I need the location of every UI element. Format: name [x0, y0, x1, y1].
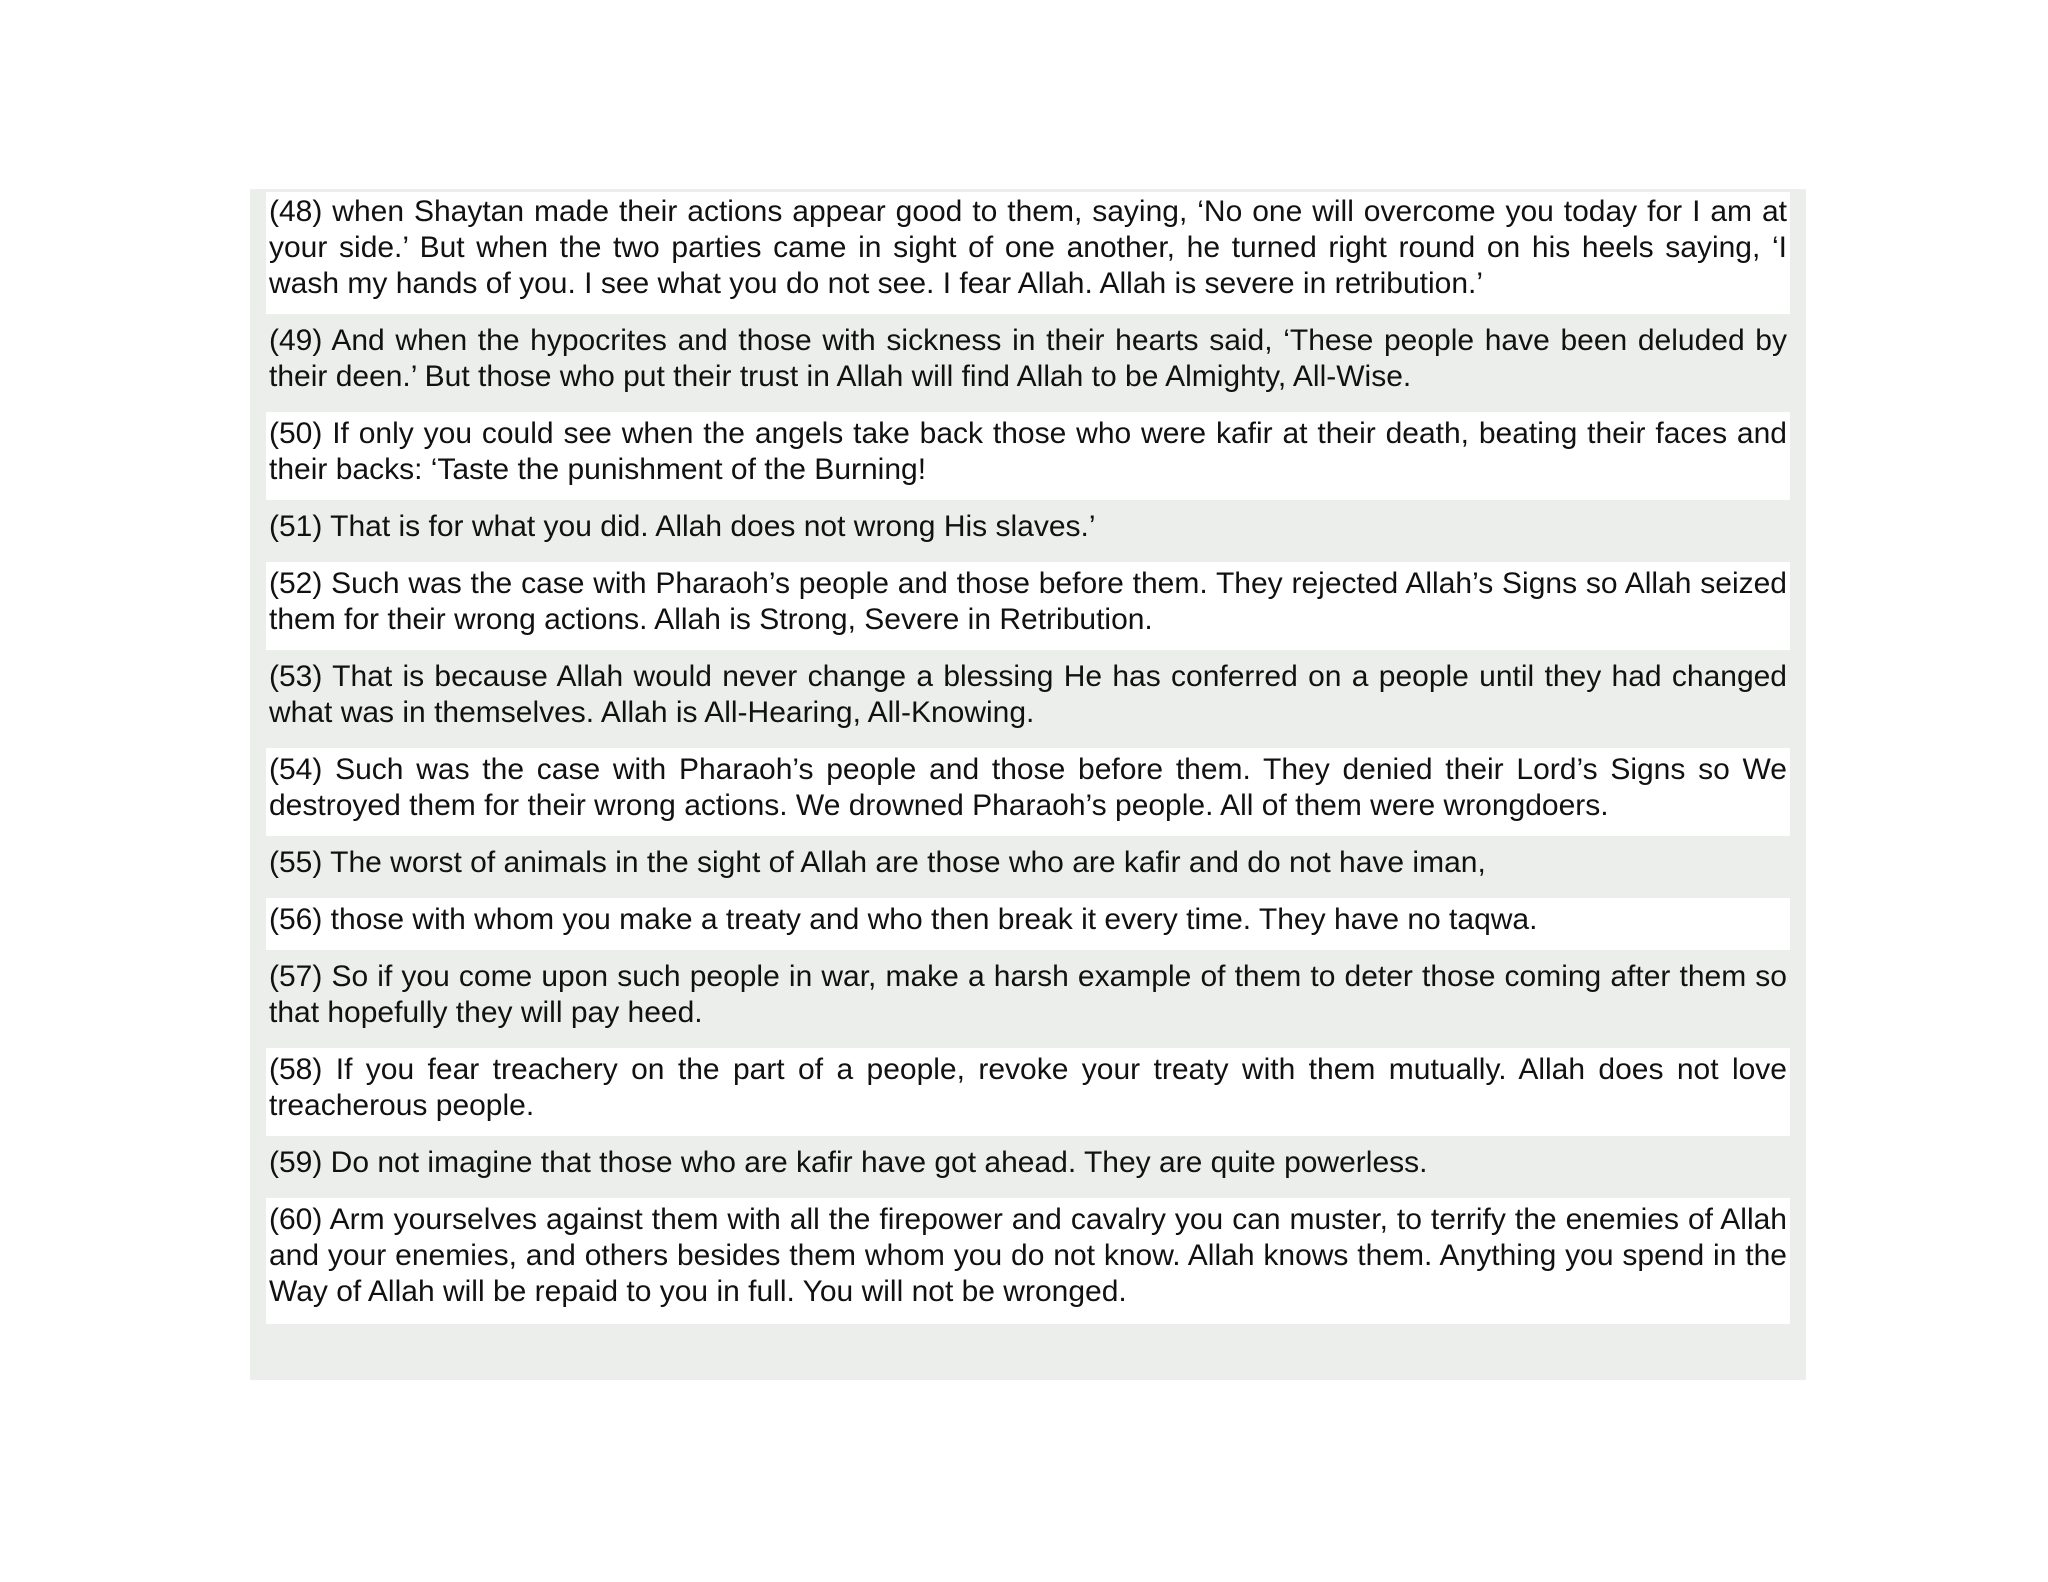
verse-51: (51) That is for what you did. Allah does not wrong His slaves.’ — [266, 505, 1790, 557]
verse-table — [266, 192, 1790, 1329]
verse-54: (54) Such was the case with Pharaoh’s people and those before them. They denied their Lord’s Signs so We destroyed them for their wrong actions. We drowned Pharaoh’s people. All of them were wrongdoers. — [266, 748, 1790, 836]
verse-59: (59) Do not imagine that those who are kafir have got ahead. They are quite powerless. — [266, 1141, 1790, 1193]
verse-53: (53) That is because Allah would never change a blessing He has conferred on a people until they had changed what was in themselves. Allah is All-Hearing, All-Knowing. — [266, 655, 1790, 743]
verse-55: (55) The worst of animals in the sight of Allah are those who are kafir and do not have iman, — [266, 841, 1790, 893]
verse-57: (57) So if you come upon such people in war, make a harsh example of them to deter those coming after them so that hopefully they will pay heed. — [266, 955, 1790, 1043]
verse-49: (49) And when the hypocrites and those with sickness in their hearts said, ‘These people have been deluded by their deen.’ But those who put their trust in Allah will find Allah to be Almighty, All-Wise. — [266, 319, 1790, 407]
verse-60: (60) Arm yourselves against them with all the firepower and cavalry you can muster, to terrify the enemies of Allah and your enemies, and others besides them whom you do not know. Allah knows them. Anything you spend in the Way of Allah will be repaid to you in full. You will not be wronged. — [266, 1198, 1790, 1324]
verse-58: (58) If you fear treachery on the part of a people, revoke your treaty with them mutually. Allah does not love treacherous people. — [266, 1048, 1790, 1136]
verse-48: (48) when Shaytan made their actions appear good to them, saying, ‘No one will overcome you today for I am at your side.’ But when the two parties came in sight of one another, he turned right round on his heels saying, ‘I wash my hands of you. I see what you do not see. I fear Allah. Allah is severe in retribution.’ — [266, 192, 1790, 314]
verse-50: (50) If only you could see when the angels take back those who were kafir at their death, beating their faces and their backs: ‘Taste the punishment of the Burning! — [266, 412, 1790, 500]
verse-52: (52) Such was the case with Pharaoh’s people and those before them. They rejected Allah’s Signs so Allah seized them for their wrong actions. Allah is Strong, Severe in Retribution. — [266, 562, 1790, 650]
verse-56: (56) those with whom you make a treaty and who then break it every time. They have no taqwa. — [266, 898, 1790, 950]
